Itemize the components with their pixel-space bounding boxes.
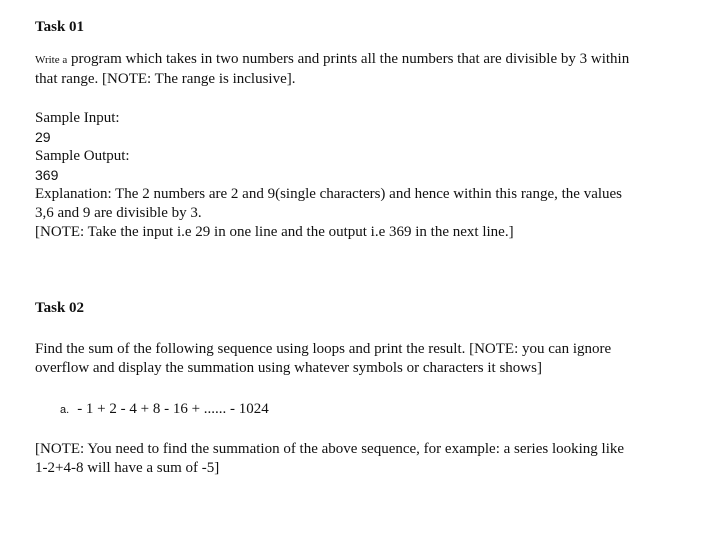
- explanation-line-2: 3,6 and 9 are divisible by 3.: [35, 205, 202, 221]
- list-marker: a.: [60, 404, 70, 416]
- task-02-heading: Task 02: [35, 300, 85, 316]
- task-01-description-line-1: [35, 50, 685, 70]
- task-01-note: [NOTE: Take the input i.e 29 in one line and the output i.e 369 in the next line.]: [35, 224, 514, 240]
- task-02-description-line-1: Find the sum of the following sequence using loops and print the result. [NOTE: you can ignore: [35, 341, 612, 357]
- task-02-note-line-1: [NOTE: You need to find the summation of the above sequence, for example: a series looking like: [35, 441, 625, 457]
- task-01-description: [35, 50, 685, 89]
- explanation-line-1: Explanation: The 2 numbers are 2 and 9(single characters) and hence within this range, the values: [35, 186, 623, 202]
- task-01-description-rest: program which takes in two numbers and prints all the numbers that are divisible by 3 within: [67, 51, 630, 67]
- sample-output-value: 369: [35, 167, 59, 183]
- task-02-note-line-2: 1-2+4-8 will have a sum of -5]: [35, 460, 220, 476]
- task-02-note: [35, 440, 685, 478]
- sample-input-value: 29: [35, 129, 51, 145]
- task-01-description-lead: Write a: [35, 54, 68, 66]
- sequence-list-item: [60, 400, 269, 420]
- sample-input-label: Sample Input:: [35, 110, 120, 126]
- task-01-description-line-2: that range. [NOTE: The range is inclusive].: [35, 71, 296, 87]
- task-01-heading: Task 01: [35, 19, 85, 35]
- sample-output-label: Sample Output:: [35, 148, 130, 164]
- task-01-sample-section: [35, 109, 685, 242]
- sequence-expression: - 1 + 2 - 4 + 8 - 16 + ...... - 1024: [77, 401, 269, 417]
- task-02-description-line-2: overflow and display the summation using whatever symbols or characters it shows]: [35, 360, 542, 376]
- task-02-description: [35, 340, 685, 378]
